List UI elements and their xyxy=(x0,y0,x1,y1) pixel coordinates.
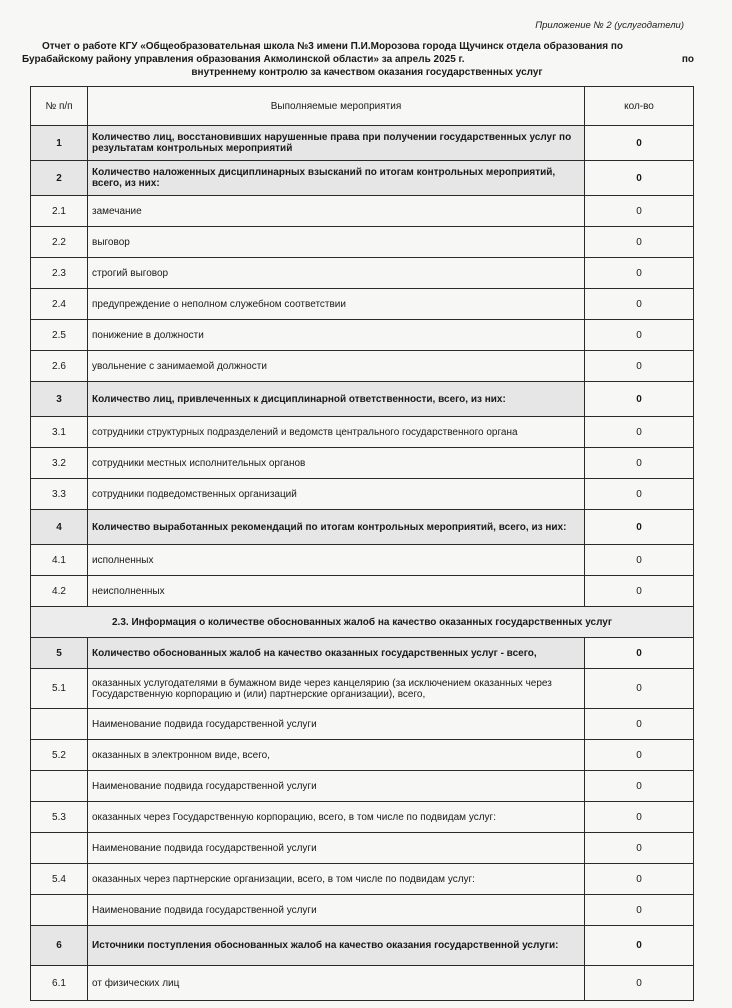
title-po: по xyxy=(681,54,694,65)
row-quantity: 0 xyxy=(585,669,694,709)
row-quantity: 0 xyxy=(585,966,694,1001)
row-activity: Наименование подвида государственной услуги xyxy=(88,895,585,926)
row-activity: выговор xyxy=(88,227,585,258)
row-activity: Наименование подвида государственной услуги xyxy=(88,709,585,740)
row-number: 4 xyxy=(31,510,88,545)
row-number: 5.1 xyxy=(31,669,88,709)
row-quantity: 0 xyxy=(585,833,694,864)
row-number xyxy=(31,895,88,926)
row-quantity: 0 xyxy=(585,227,694,258)
row-quantity: 0 xyxy=(585,417,694,448)
row-activity: Количество выработанных рекомендаций по итогам контрольных мероприятий, всего, из них: xyxy=(88,510,585,545)
row-activity: Количество лиц, привлеченных к дисциплинарной ответственности, всего, из них: xyxy=(88,382,585,417)
row-activity: понижение в должности xyxy=(88,320,585,351)
row-activity: неисполненных xyxy=(88,576,585,607)
table-row xyxy=(31,638,694,669)
table-row xyxy=(31,161,694,196)
header-activities: Выполняемые мероприятия xyxy=(88,87,585,126)
row-number: 2.2 xyxy=(31,227,88,258)
report-title xyxy=(22,40,692,79)
row-number: 2.6 xyxy=(31,351,88,382)
row-quantity: 0 xyxy=(585,448,694,479)
table-row xyxy=(31,196,694,227)
row-quantity: 0 xyxy=(585,740,694,771)
table-row xyxy=(31,740,694,771)
row-number: 6 xyxy=(31,926,88,966)
table-row xyxy=(31,382,694,417)
table-row xyxy=(31,576,694,607)
row-number: 1 xyxy=(31,126,88,161)
row-quantity: 0 xyxy=(585,864,694,895)
row-activity: сотрудники структурных подразделений и ведомств центрального государственного органа xyxy=(88,417,585,448)
row-number: 5.2 xyxy=(31,740,88,771)
row-activity: Источники поступления обоснованных жалоб на качество оказания государственной услуги: xyxy=(88,926,585,966)
row-activity: Количество наложенных дисциплинарных взысканий по итогам контрольных мероприятий, всего, из них: xyxy=(88,161,585,196)
row-quantity: 0 xyxy=(585,709,694,740)
table-row xyxy=(31,926,694,966)
row-number: 3 xyxy=(31,382,88,417)
appendix-label: Приложение № 2 (услугодатели) xyxy=(535,20,684,31)
row-number: 4.1 xyxy=(31,545,88,576)
row-activity: строгий выговор xyxy=(88,258,585,289)
row-activity: Количество обоснованных жалоб на качество оказанных государственных услуг - всего, xyxy=(88,638,585,669)
row-number: 4.2 xyxy=(31,576,88,607)
row-number: 5.3 xyxy=(31,802,88,833)
row-number: 2.4 xyxy=(31,289,88,320)
table-row xyxy=(31,289,694,320)
row-activity: от физических лиц xyxy=(88,966,585,1001)
row-number xyxy=(31,709,88,740)
row-activity: Количество лиц, восстановивших нарушенные права при получении государственных услуг по результатам контрольных мероприятий xyxy=(88,126,585,161)
table-row xyxy=(31,479,694,510)
table-row xyxy=(31,709,694,740)
table-row xyxy=(31,771,694,802)
row-activity: оказанных в электронном виде, всего, xyxy=(88,740,585,771)
row-quantity: 0 xyxy=(585,638,694,669)
row-quantity: 0 xyxy=(585,126,694,161)
table-row xyxy=(31,833,694,864)
table-row xyxy=(31,864,694,895)
row-activity: Наименование подвида государственной услуги xyxy=(88,833,585,864)
row-quantity: 0 xyxy=(585,161,694,196)
title-line-3: внутреннему контролю за качеством оказания государственных услуг xyxy=(191,67,543,78)
row-number xyxy=(31,771,88,802)
row-number: 5.4 xyxy=(31,864,88,895)
row-quantity: 0 xyxy=(585,382,694,417)
table-row xyxy=(31,448,694,479)
row-quantity: 0 xyxy=(585,802,694,833)
row-number: 2 xyxy=(31,161,88,196)
row-activity: сотрудники местных исполнительных органов xyxy=(88,448,585,479)
row-number: 2.3 xyxy=(31,258,88,289)
row-activity: сотрудники подведомственных организаций xyxy=(88,479,585,510)
table-row xyxy=(31,227,694,258)
row-quantity: 0 xyxy=(585,771,694,802)
row-quantity: 0 xyxy=(585,545,694,576)
row-quantity: 0 xyxy=(585,479,694,510)
row-activity: исполненных xyxy=(88,545,585,576)
row-number: 3.2 xyxy=(31,448,88,479)
table-body xyxy=(31,126,694,1001)
table-row xyxy=(31,669,694,709)
table-row xyxy=(31,320,694,351)
row-quantity: 0 xyxy=(585,196,694,227)
table-row xyxy=(31,417,694,448)
table-row xyxy=(31,258,694,289)
row-number: 3.1 xyxy=(31,417,88,448)
row-number: 2.5 xyxy=(31,320,88,351)
section-header-row xyxy=(31,607,694,638)
table-row xyxy=(31,802,694,833)
section-title: 2.3. Информация о количестве обоснованных жалоб на качество оказанных государственных услуг xyxy=(31,607,694,638)
report-table xyxy=(30,86,694,1001)
row-activity: оказанных через партнерские организации, всего, в том числе по подвидам услуг: xyxy=(88,864,585,895)
row-activity: оказанных через Государственную корпорацию, всего, в том числе по подвидам услуг: xyxy=(88,802,585,833)
title-line-1: Отчет о работе КГУ «Общеобразовательная школа №3 имени П.И.Морозова города Щучинск отдела образования по xyxy=(42,41,623,52)
row-number: 6.1 xyxy=(31,966,88,1001)
table-row xyxy=(31,510,694,545)
row-quantity: 0 xyxy=(585,289,694,320)
title-line-2: Бурабайскому району управления образования Акмолинской области» за апрель 2025 г. xyxy=(22,54,465,65)
row-number: 3.3 xyxy=(31,479,88,510)
table-row xyxy=(31,126,694,161)
row-activity: оказанных услугодателями в бумажном виде через канцелярию (за исключением оказанных через Государственную корпорацию и (или) партнерские организации), всего, xyxy=(88,669,585,709)
row-number: 2.1 xyxy=(31,196,88,227)
header-number: № п/п xyxy=(31,87,88,126)
table-header-row xyxy=(31,87,694,126)
table-row xyxy=(31,545,694,576)
table-row xyxy=(31,895,694,926)
header-quantity: кол-во xyxy=(585,87,694,126)
row-activity: замечание xyxy=(88,196,585,227)
row-activity: увольнение с занимаемой должности xyxy=(88,351,585,382)
row-quantity: 0 xyxy=(585,576,694,607)
row-number: 5 xyxy=(31,638,88,669)
table-row xyxy=(31,966,694,1001)
row-number xyxy=(31,833,88,864)
row-quantity: 0 xyxy=(585,351,694,382)
row-quantity: 0 xyxy=(585,510,694,545)
row-activity: предупреждение о неполном служебном соответствии xyxy=(88,289,585,320)
row-quantity: 0 xyxy=(585,895,694,926)
table-row xyxy=(31,351,694,382)
row-quantity: 0 xyxy=(585,320,694,351)
row-quantity: 0 xyxy=(585,258,694,289)
row-activity: Наименование подвида государственной услуги xyxy=(88,771,585,802)
row-quantity: 0 xyxy=(585,926,694,966)
